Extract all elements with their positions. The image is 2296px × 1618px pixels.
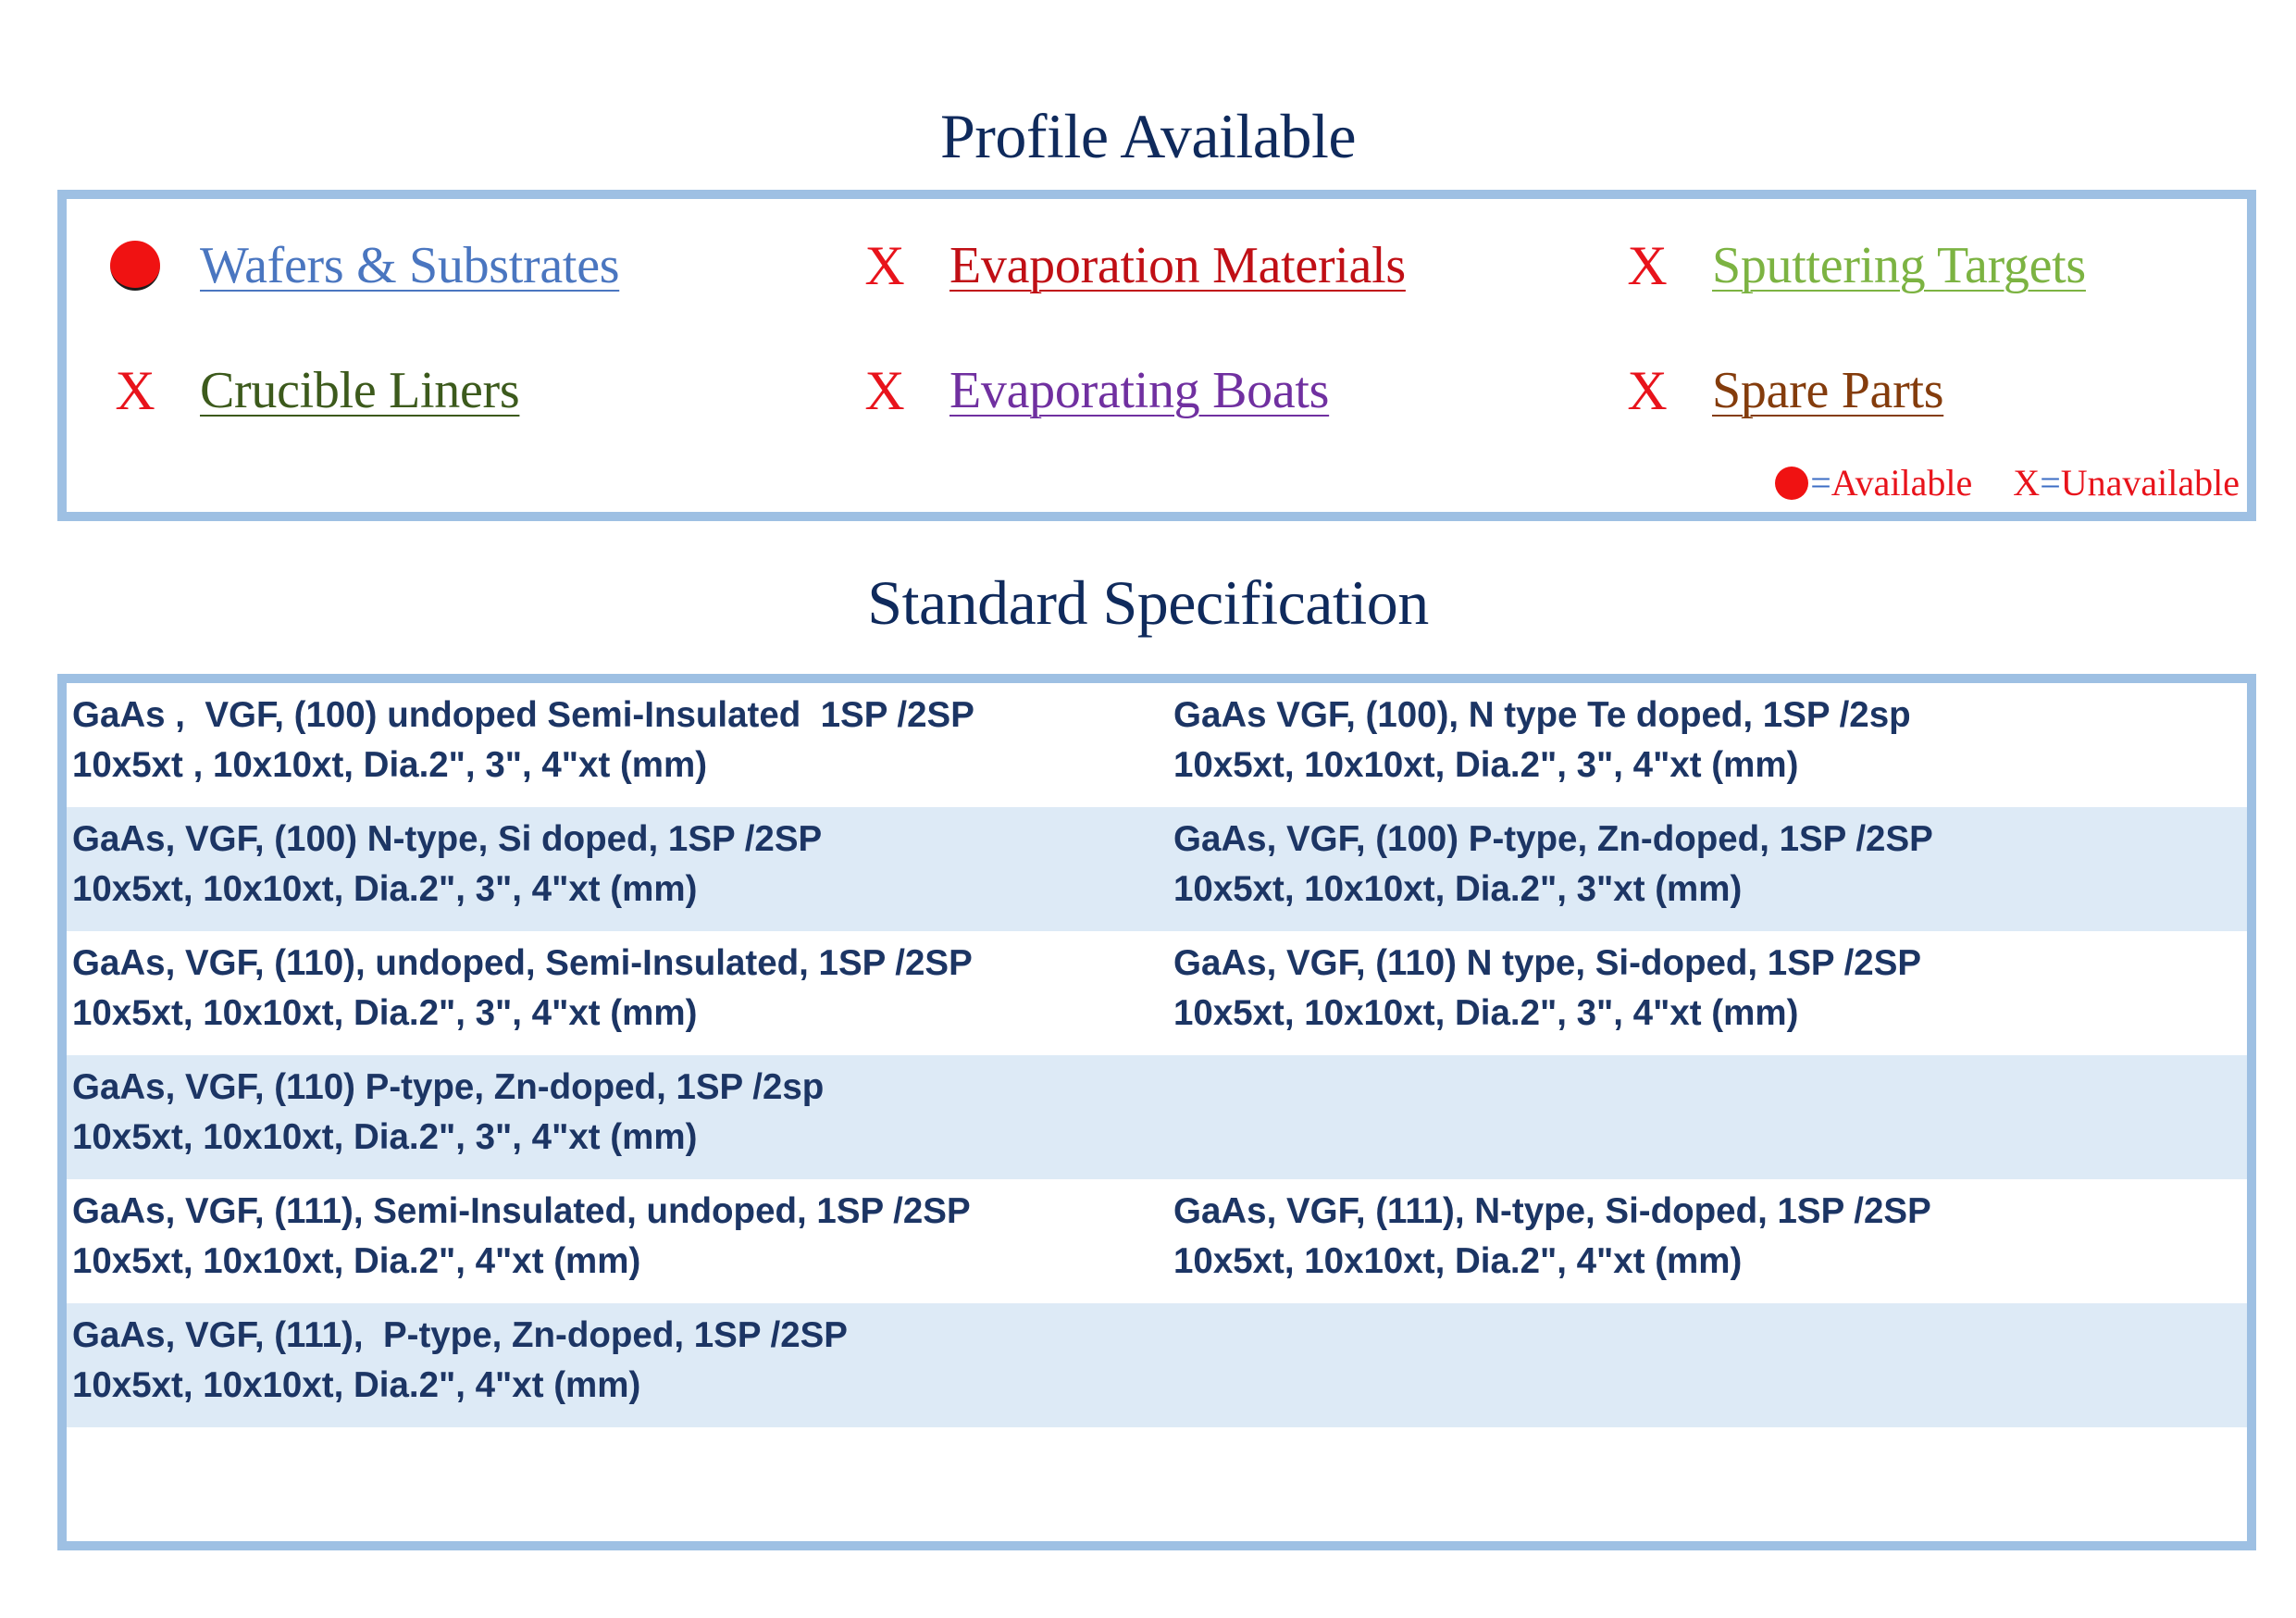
profile-link-spare-parts[interactable]: Spare Parts [1712, 362, 1944, 419]
spec-cell-right [1173, 815, 1933, 915]
spec-description: GaAs, VGF, (110), undoped, Semi-Insulated, 1SP /2SP [72, 943, 973, 983]
profile-item-evaporation-materials [857, 233, 1560, 298]
unavailable-x-icon: X [115, 360, 155, 421]
spec-cell-left [72, 939, 973, 1039]
spec-row [67, 683, 2247, 807]
spec-sizes: 10x5xt, 10x10xt, Dia.2", 3", 4"xt (mm) [1173, 745, 1799, 785]
spec-description: GaAs, VGF, (100) N-type, Si doped, 1SP /2SP [72, 819, 823, 859]
profile-item-wafers-and-substrates [107, 233, 811, 298]
spec-sizes: 10x5xt, 10x10xt, Dia.2", 4"xt (mm) [1173, 1241, 1743, 1281]
spec-cell-left [72, 1187, 971, 1287]
spec-sizes: 10x5xt, 10x10xt, Dia.2", 4"xt (mm) [72, 1241, 641, 1281]
spec-sizes: 10x5xt, 10x10xt, Dia.2", 3", 4"xt (mm) [72, 1117, 698, 1157]
spec-row [67, 807, 2247, 931]
spec-description: GaAs, VGF, (110) N type, Si-doped, 1SP /2SP [1173, 943, 1922, 983]
spec-row [67, 1055, 2247, 1179]
spec-cell-right [1173, 691, 1911, 790]
profile-item-evaporating-boats [857, 358, 1560, 423]
unavailable-x-icon: X [1627, 235, 1668, 296]
specification-table [57, 674, 2256, 1550]
unavailable-x-icon [857, 358, 912, 423]
legend-unavailable-equals: = [2040, 462, 2061, 504]
spec-description: GaAs, VGF, (111), N-type, Si-doped, 1SP /2SP [1173, 1191, 1931, 1231]
spec-sizes: 10x5xt, 10x10xt, Dia.2", 3", 4"xt (mm) [72, 993, 698, 1033]
legend-unavailable-label: Unavailable [2060, 462, 2240, 504]
profile-link-crucible-liners[interactable]: Crucible Liners [200, 362, 520, 419]
spec-sizes: 10x5xt, 10x10xt, Dia.2", 4"xt (mm) [72, 1365, 641, 1405]
unavailable-x-icon [107, 358, 163, 423]
profile-link-evaporation-materials[interactable]: Evaporation Materials [949, 237, 1406, 294]
spec-sizes: 10x5xt, 10x10xt, Dia.2", 3", 4"xt (mm) [72, 869, 698, 909]
profile-link-sputtering-targets[interactable]: Sputtering Targets [1712, 237, 2086, 294]
spec-cell-left [72, 1311, 848, 1411]
spec-description: GaAs , VGF, (100) undoped Semi-Insulated 1SP /2SP [72, 695, 974, 735]
spec-sizes: 10x5xt, 10x10xt, Dia.2", 3", 4"xt (mm) [1173, 993, 1799, 1033]
spec-cell-right [1173, 1187, 1931, 1287]
spec-description: GaAs, VGF, (111), Semi-Insulated, undoped, 1SP /2SP [72, 1191, 971, 1231]
legend-available-equals: = [1810, 462, 1831, 504]
spec-cell-right [1173, 939, 1921, 1039]
profile-item-crucible-liners [107, 358, 811, 423]
legend-available-label: Available [1831, 462, 1973, 504]
unavailable-x-icon [1620, 358, 1675, 423]
spec-sizes: 10x5xt, 10x10xt, Dia.2", 3"xt (mm) [1173, 869, 1743, 909]
unavailable-x-icon: X [864, 235, 905, 296]
unavailable-x-icon [857, 233, 912, 298]
standard-specification-title: Standard Specification [867, 567, 1429, 638]
profile-link-wafers-and-substrates[interactable]: Wafers & Substrates [200, 237, 620, 294]
available-dot-icon [110, 241, 160, 291]
profile-availability-panel [57, 190, 2256, 521]
unavailable-x-icon: X [1627, 360, 1668, 421]
profile-item-sputtering-targets [1620, 233, 2296, 298]
spec-row [67, 1303, 2247, 1427]
spec-row [67, 1179, 2247, 1303]
spec-row [67, 931, 2247, 1055]
profile-item-spare-parts [1620, 358, 2296, 423]
available-dot-icon [1775, 467, 1808, 500]
unavailable-x-icon: X [2013, 462, 2041, 504]
spec-description: GaAs, VGF, (100) P-type, Zn-doped, 1SP /2SP [1173, 819, 1933, 859]
availability-legend [1775, 461, 2240, 504]
profile-link-evaporating-boats[interactable]: Evaporating Boats [949, 362, 1330, 419]
available-dot-icon [107, 233, 163, 298]
profile-available-title: Profile Available [939, 101, 1357, 171]
spec-description: GaAs, VGF, (111), P-type, Zn-doped, 1SP /2SP [72, 1315, 848, 1355]
spec-sizes: 10x5xt , 10x10xt, Dia.2", 3", 4"xt (mm) [72, 745, 708, 785]
spec-cell-left [72, 815, 822, 915]
spec-cell-left [72, 691, 974, 790]
spec-description: GaAs VGF, (100), N type Te doped, 1SP /2sp [1173, 695, 1911, 735]
unavailable-x-icon [1620, 233, 1675, 298]
spec-description: GaAs, VGF, (110) P-type, Zn-doped, 1SP /2sp [72, 1067, 825, 1107]
spec-cell-left [72, 1063, 824, 1163]
unavailable-x-icon: X [864, 360, 905, 421]
